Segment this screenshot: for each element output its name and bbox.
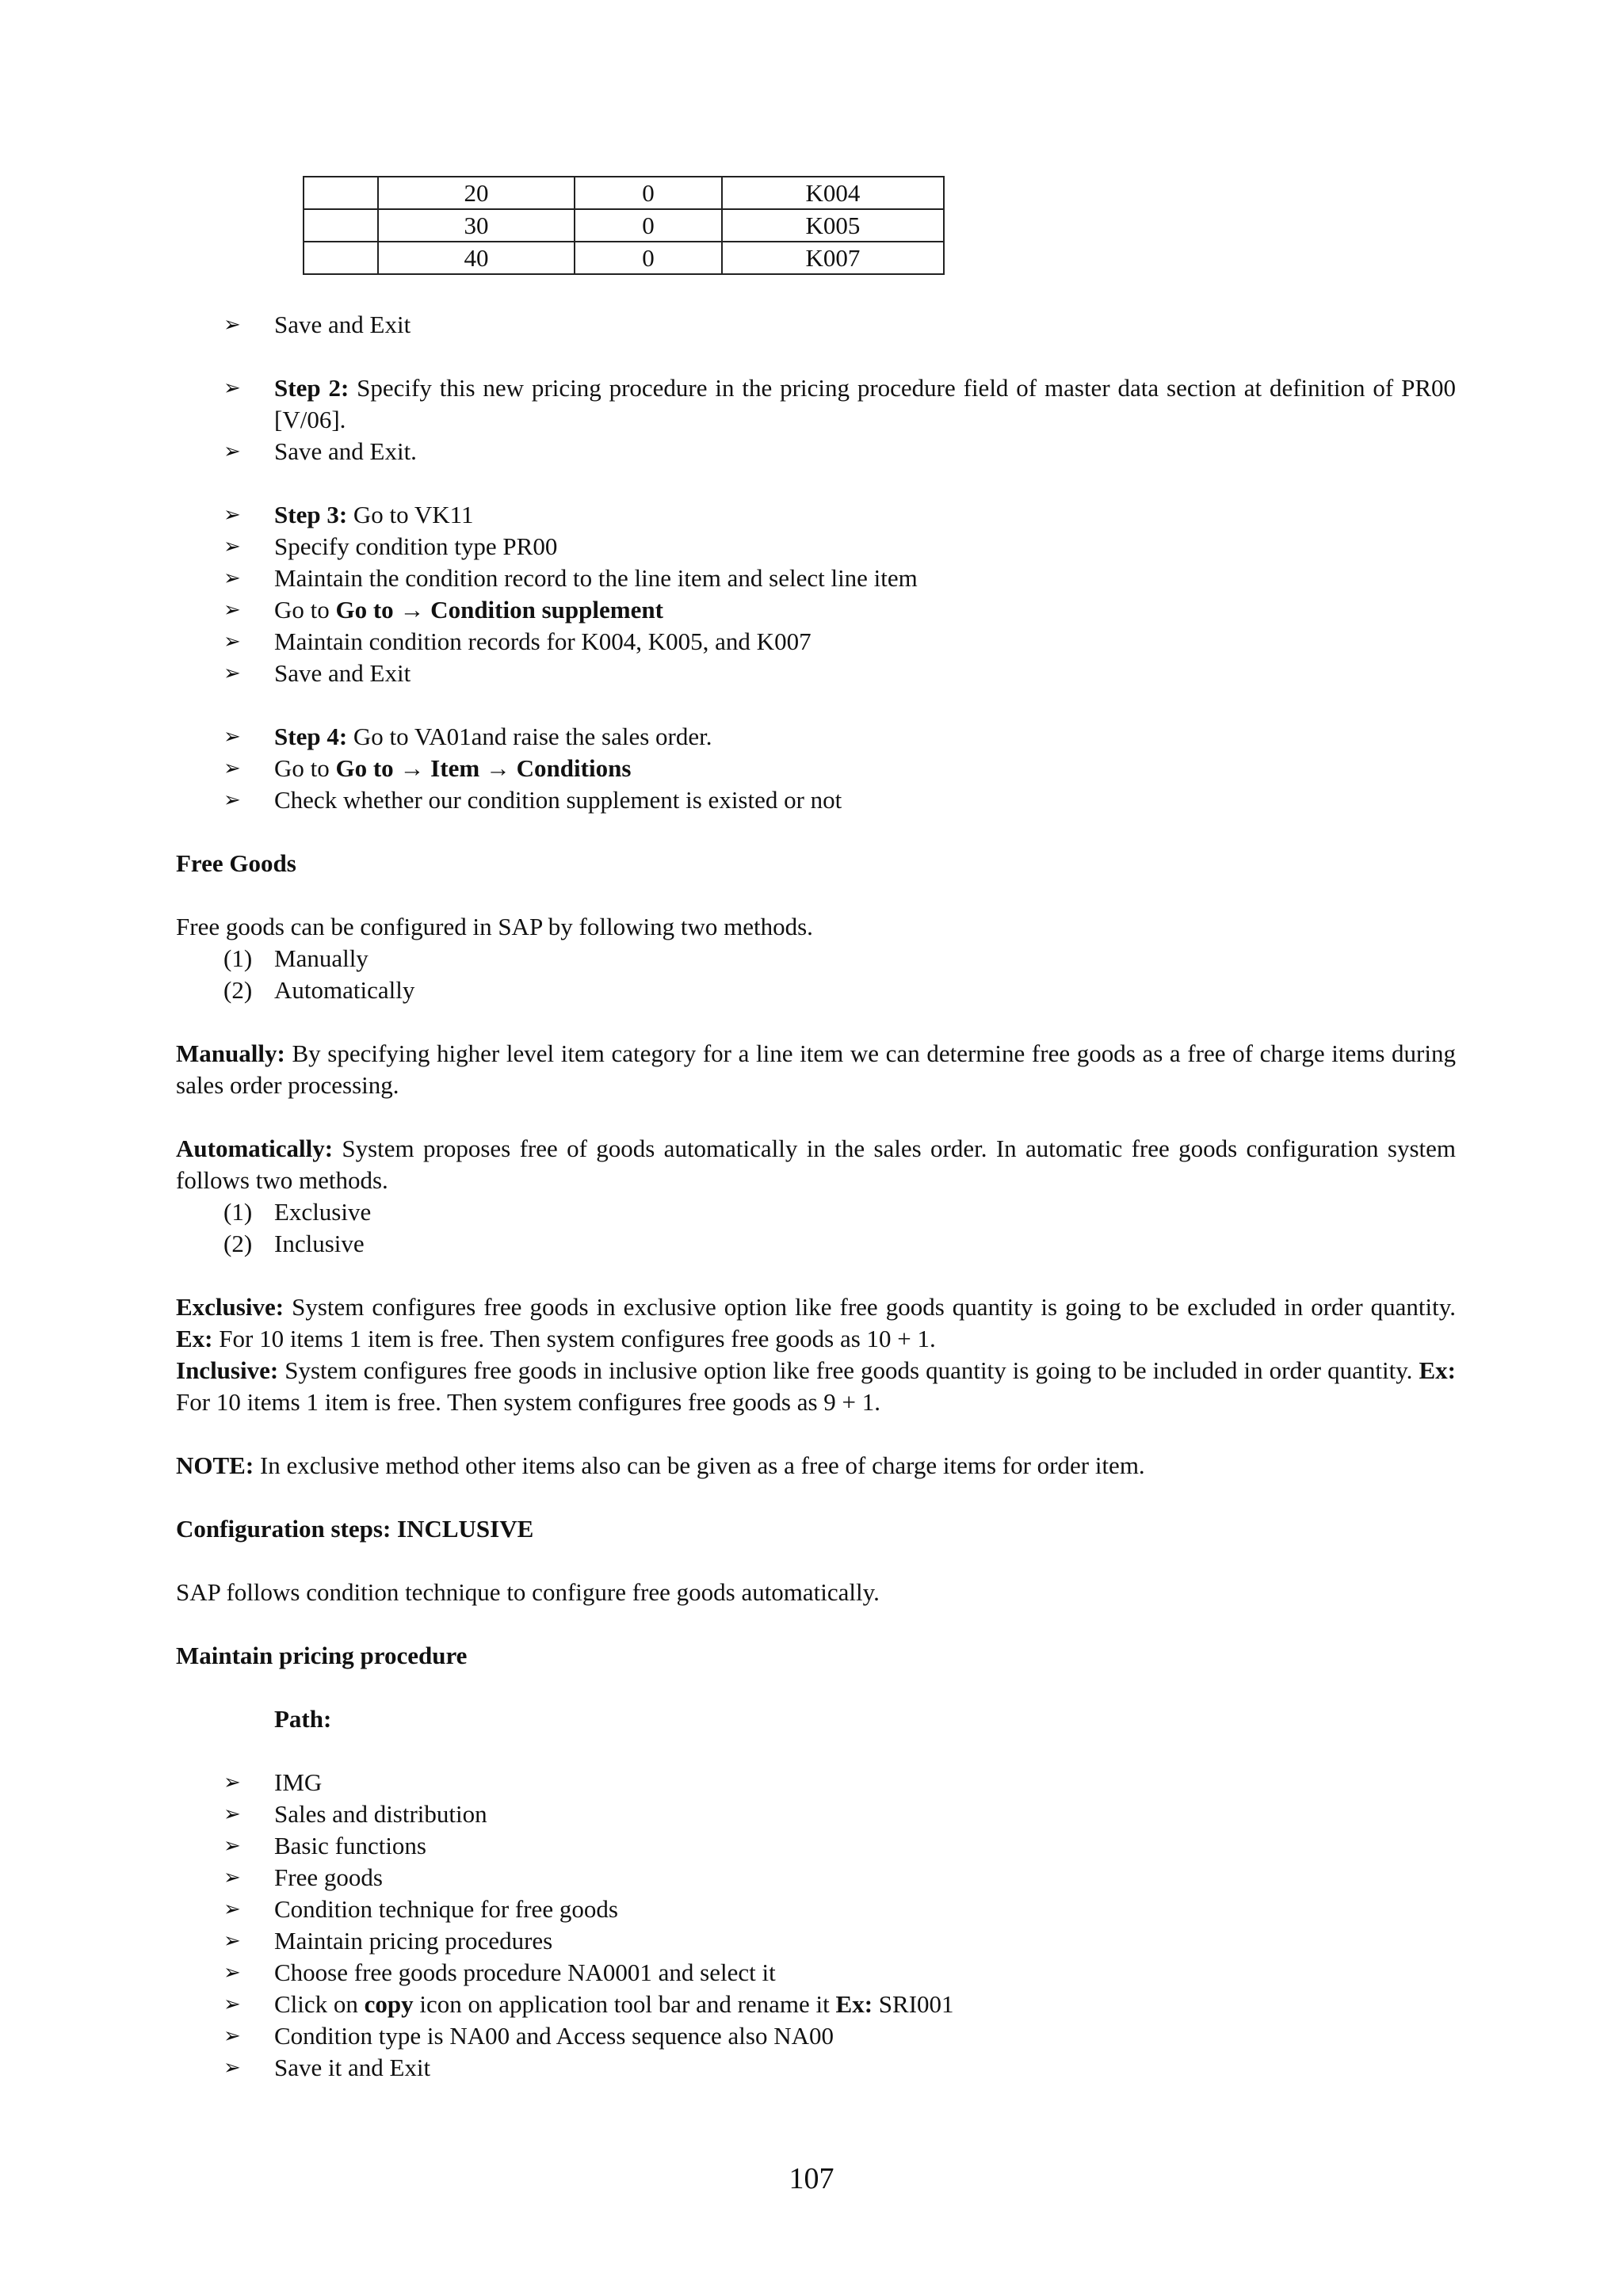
arrow-bullet-icon: ➢ bbox=[223, 503, 241, 527]
list-item bbox=[176, 531, 1456, 563]
arrow-bullet-icon: ➢ bbox=[223, 566, 241, 590]
table-cell: K005 bbox=[722, 209, 944, 242]
arrow-bullet-icon: ➢ bbox=[223, 1834, 241, 1858]
list-item bbox=[176, 1196, 1456, 1228]
list-item-text: Go to VA01and raise the sales order. bbox=[347, 723, 712, 750]
example-label: Ex: bbox=[1419, 1356, 1456, 1384]
numbered-list bbox=[176, 1196, 1456, 1260]
paragraph-text: For 10 items 1 item is free. Then system configures free goods as 9 + 1. bbox=[176, 1388, 881, 1416]
list-item-text: Free goods bbox=[274, 1863, 383, 1891]
arrow-bullet-icon: ➢ bbox=[223, 1802, 241, 1826]
list-item-text: Go to bbox=[274, 754, 336, 782]
example-label: Ex: bbox=[835, 1990, 873, 2018]
list-item bbox=[176, 309, 1456, 341]
list-item bbox=[176, 1862, 1456, 1894]
list-item-text: Condition type is NA00 and Access sequence also NA00 bbox=[274, 2022, 834, 2050]
paragraph bbox=[176, 1133, 1456, 1196]
term-label: Manually: bbox=[176, 1039, 285, 1067]
list-item-text: Choose free goods procedure NA0001 and select it bbox=[274, 1958, 776, 1986]
list-item bbox=[176, 563, 1456, 594]
list-item-text: SRI001 bbox=[873, 1990, 954, 2018]
list-item bbox=[176, 1830, 1456, 1862]
table-cell: 0 bbox=[575, 177, 722, 209]
table-cell: 40 bbox=[378, 242, 575, 274]
list-item-text: IMG bbox=[274, 1768, 323, 1796]
arrow-bullet-icon: ➢ bbox=[223, 598, 241, 622]
page-number: 107 bbox=[789, 2162, 834, 2195]
term-label: Automatically: bbox=[176, 1135, 334, 1162]
list-item-text: Check whether our condition supplement is existed or not bbox=[274, 786, 842, 814]
list-item-text: Maintain the condition record to the line item and select line item bbox=[274, 564, 918, 592]
list-item-text: Basic functions bbox=[274, 1832, 426, 1859]
paragraph-text: For 10 items 1 item is free. Then system configures free goods as 10 + 1. bbox=[212, 1325, 936, 1352]
list-item-text: Save and Exit. bbox=[274, 437, 417, 465]
list-item bbox=[176, 436, 1456, 467]
list-item bbox=[176, 1925, 1456, 1957]
paragraph bbox=[176, 1038, 1456, 1101]
paragraph-text: By specifying higher level item category for a line item we can determine free goods as a free of charge items during sales order processing. bbox=[176, 1039, 1456, 1099]
list-item-text: Exclusive bbox=[274, 1198, 372, 1226]
list-item-text: Maintain condition records for K004, K005, and K007 bbox=[274, 627, 812, 655]
list-item bbox=[176, 626, 1456, 658]
table-cell bbox=[304, 177, 378, 209]
arrow-bullet-icon: ➢ bbox=[223, 313, 241, 337]
arrow-bullet-icon: ➢ bbox=[223, 1771, 241, 1794]
arrow-bullet-icon: ➢ bbox=[223, 1866, 241, 1890]
table-cell bbox=[304, 209, 378, 242]
list-item-text: Save and Exit bbox=[274, 311, 411, 338]
section-heading: Configuration steps: INCLUSIVE bbox=[176, 1515, 534, 1543]
list-item-text: Condition technique for free goods bbox=[274, 1895, 618, 1923]
arrow-bullet-icon: ➢ bbox=[223, 757, 241, 780]
list-item-text: Save it and Exit bbox=[274, 2054, 431, 2081]
arrow-bullet-icon: ➢ bbox=[223, 440, 241, 463]
table-row bbox=[304, 242, 944, 274]
list-item-text: Save and Exit bbox=[274, 659, 411, 687]
arrow-bullet-icon: ➢ bbox=[223, 725, 241, 749]
step-label: Step 4: bbox=[274, 723, 348, 750]
example-label: Ex: bbox=[176, 1325, 213, 1352]
table-cell: K007 bbox=[722, 242, 944, 274]
list-item bbox=[176, 658, 1456, 689]
list-item bbox=[176, 1894, 1456, 1925]
list-number: (2) bbox=[223, 976, 253, 1004]
paragraph bbox=[176, 1291, 1456, 1355]
section-heading: Free Goods bbox=[176, 849, 296, 877]
arrow-bullet-icon: ➢ bbox=[223, 788, 241, 812]
list-item bbox=[176, 1989, 1456, 2020]
condition-table bbox=[303, 176, 945, 275]
bullet-list bbox=[176, 372, 1456, 467]
arrow-bullet-icon: ➢ bbox=[223, 1897, 241, 1921]
arrow-bullet-icon: ➢ bbox=[223, 1961, 241, 1985]
list-item-text: Specify condition type PR00 bbox=[274, 532, 558, 560]
arrow-bullet-icon: ➢ bbox=[223, 662, 241, 685]
menu-path: Go to → Item → Conditions bbox=[335, 754, 632, 782]
list-item bbox=[176, 943, 1456, 974]
list-item-text: Manually bbox=[274, 944, 369, 972]
arrow-bullet-icon: ➢ bbox=[223, 1993, 241, 2016]
menu-path: Go to → Condition supplement bbox=[335, 596, 663, 624]
table-cell: 0 bbox=[575, 209, 722, 242]
list-item bbox=[176, 1798, 1456, 1830]
path-list bbox=[176, 1767, 1456, 2084]
step-label: Step 3: bbox=[274, 501, 348, 528]
body-flow bbox=[176, 309, 1456, 2084]
copy-label: copy bbox=[364, 1990, 414, 2018]
table-cell: 30 bbox=[378, 209, 575, 242]
list-item bbox=[176, 2020, 1456, 2052]
term-label: Inclusive: bbox=[176, 1356, 279, 1384]
list-item-text: Sales and distribution bbox=[274, 1800, 487, 1828]
arrow-bullet-icon: ➢ bbox=[223, 630, 241, 654]
arrow-bullet-icon: ➢ bbox=[223, 2024, 241, 2048]
table-row bbox=[304, 177, 944, 209]
list-item bbox=[176, 594, 1456, 626]
arrow-bullet-icon: ➢ bbox=[223, 2056, 241, 2080]
arrow-bullet-icon: ➢ bbox=[223, 535, 241, 559]
list-number: (2) bbox=[223, 1230, 253, 1257]
table-row bbox=[304, 209, 944, 242]
paragraph: Free goods can be configured in SAP by following two methods. bbox=[176, 913, 813, 940]
list-item-text: Inclusive bbox=[274, 1230, 365, 1257]
paragraph-text: System configures free goods in inclusive option like free goods quantity is going to be included in order quantity. bbox=[278, 1356, 1419, 1384]
list-item bbox=[176, 2052, 1456, 2084]
list-item bbox=[176, 372, 1456, 436]
term-label: Exclusive: bbox=[176, 1293, 285, 1321]
list-item-text: icon on application tool bar and rename it bbox=[413, 1990, 836, 2018]
paragraph-text: In exclusive method other items also can be given as a free of charge items for order item. bbox=[254, 1451, 1145, 1479]
list-number: (1) bbox=[223, 1198, 253, 1226]
table-cell: 20 bbox=[378, 177, 575, 209]
paragraph-text: System proposes free of goods automatically in the sales order. In automatic free goods configuration system follows two methods. bbox=[176, 1135, 1456, 1194]
list-item-text: Maintain pricing procedures bbox=[274, 1927, 553, 1955]
list-item-text: Go to VK11 bbox=[347, 501, 474, 528]
list-item bbox=[176, 499, 1456, 531]
list-item-text: Go to bbox=[274, 596, 336, 624]
list-item bbox=[176, 753, 1456, 784]
paragraph bbox=[176, 1450, 1456, 1482]
arrow-bullet-icon: ➢ bbox=[223, 376, 241, 400]
paragraph: SAP follows condition technique to configure free goods automatically. bbox=[176, 1578, 880, 1606]
table-cell: K004 bbox=[722, 177, 944, 209]
list-item bbox=[176, 1228, 1456, 1260]
list-item bbox=[176, 974, 1456, 1006]
paragraph bbox=[176, 1355, 1456, 1418]
path-label: Path: bbox=[274, 1705, 332, 1733]
list-item bbox=[176, 1767, 1456, 1798]
table-cell bbox=[304, 242, 378, 274]
term-label: NOTE: bbox=[176, 1451, 254, 1479]
bullet-list bbox=[176, 721, 1456, 816]
paragraph-text: System configures free goods in exclusive option like free goods quantity is going to be excluded in order quantity. bbox=[284, 1293, 1456, 1321]
list-number: (1) bbox=[223, 944, 253, 972]
section-heading: Maintain pricing procedure bbox=[176, 1642, 468, 1669]
bullet-list bbox=[176, 499, 1456, 689]
arrow-bullet-icon: ➢ bbox=[223, 1929, 241, 1953]
step-label: Step 2: bbox=[274, 374, 349, 402]
numbered-list bbox=[176, 943, 1456, 1006]
list-item-text: Automatically bbox=[274, 976, 415, 1004]
bullet-list bbox=[176, 309, 1456, 341]
list-item-text: Specify this new pricing procedure in the pricing procedure field of master data section at definition of PR00 [V/06]. bbox=[274, 374, 1456, 433]
list-item bbox=[176, 721, 1456, 753]
list-item bbox=[176, 1957, 1456, 1989]
table-cell: 0 bbox=[575, 242, 722, 274]
list-item-text: Click on bbox=[274, 1990, 365, 2018]
list-item bbox=[176, 784, 1456, 816]
